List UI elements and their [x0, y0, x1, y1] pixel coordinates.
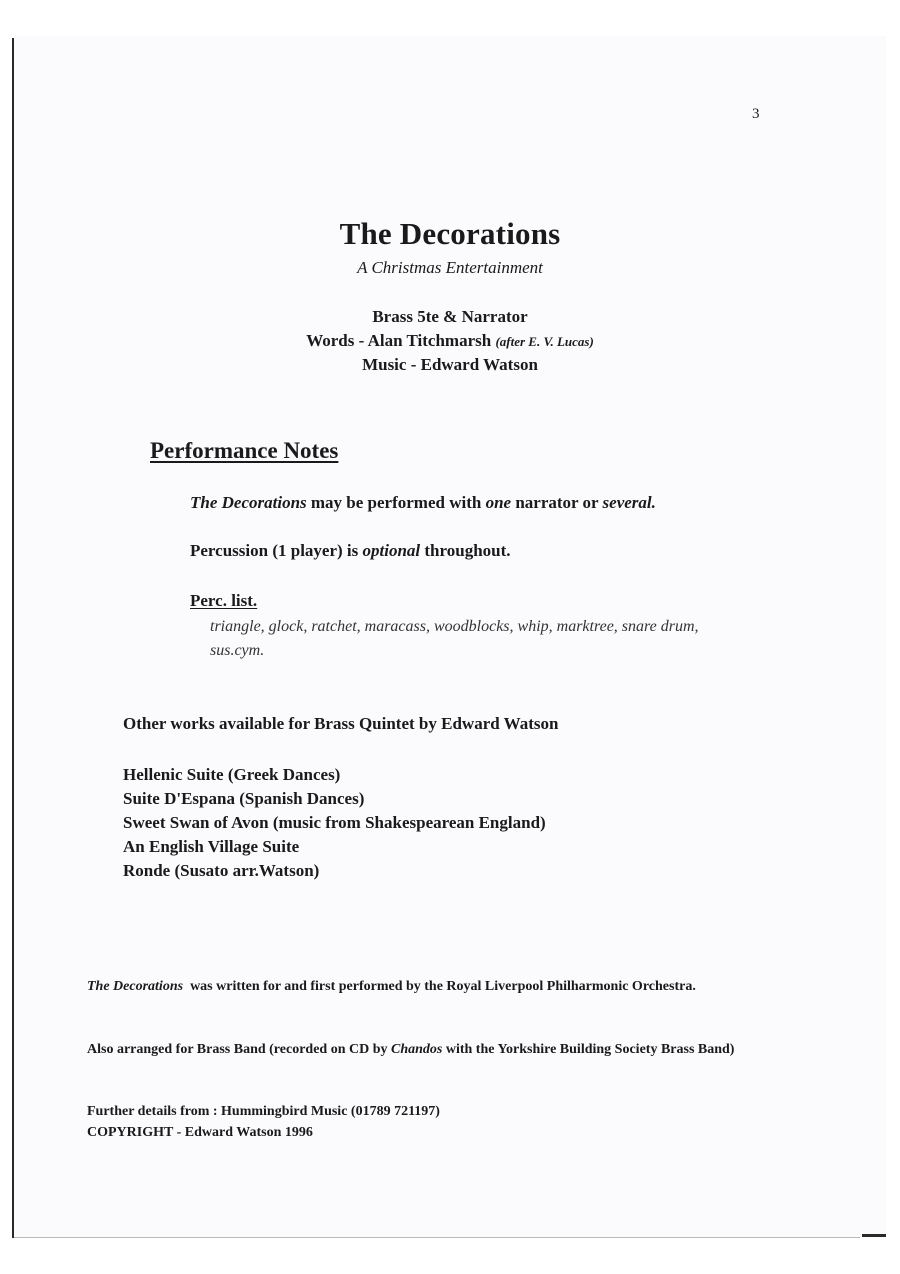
other-works-heading: Other works available for Brass Quintet by Edward Watson: [123, 714, 559, 733]
words-credit-text: Words - Alan Titchmarsh: [306, 331, 496, 350]
narrator-note-text: may be performed with: [306, 493, 486, 512]
words-credit: [0, 331, 900, 351]
work-title: The Decorations: [190, 493, 307, 512]
perc-list: triangle, glock, ratchet, maracass, woodblocks, whip, marktree, snare drum, sus.cym.: [210, 618, 699, 659]
page-subtitle: A Christmas Entertainment: [357, 258, 543, 277]
other-works-list: [123, 763, 546, 883]
arrangement-note-text: Also arranged for Brass Band (recorded on CD by: [87, 1042, 391, 1057]
performance-notes-heading: Performance Notes: [150, 438, 339, 463]
perc-list-heading: Perc. list.: [190, 591, 258, 610]
music-credit: Music - Edward Watson: [362, 355, 538, 374]
list-item: An English Village Suite: [123, 837, 300, 856]
page-number: 3: [752, 106, 760, 122]
premiere-note-text: was written for and first performed by the Royal Liverpool Philharmonic Orchestra.: [183, 979, 696, 994]
narrator-note-several: several.: [602, 493, 656, 512]
list-item: Ronde (Susato arr.Watson): [123, 861, 320, 880]
arrangement-note: [87, 1039, 777, 1060]
percussion-note: [190, 541, 511, 561]
instrumentation: Brass 5te & Narrator: [372, 307, 528, 326]
list-item: Hellenic Suite (Greek Dances): [123, 765, 341, 784]
narrator-note-text-2: narrator or: [511, 493, 603, 512]
list-item: Sweet Swan of Avon (music from Shakespearean England): [123, 813, 546, 832]
scan-corner-mark: [862, 1234, 886, 1237]
contact-details: Further details from : Hummingbird Music (01789 721197): [87, 1104, 440, 1119]
words-credit-after: (after E. V. Lucas): [495, 334, 594, 349]
list-item: Suite D'Espana (Spanish Dances): [123, 789, 365, 808]
percussion-note-text: Percussion (1 player) is: [190, 541, 363, 560]
premiere-note: [87, 976, 777, 997]
page-title: The Decorations: [339, 216, 561, 251]
percussion-note-text-2: throughout.: [420, 541, 511, 560]
label-name: Chandos: [391, 1042, 443, 1057]
scan-bottom-edge: [14, 1237, 860, 1238]
narrator-note: [190, 493, 656, 513]
arrangement-note-text-2: with the Yorkshire Building Society Brass Band): [442, 1042, 735, 1057]
premiere-work-title: The Decorations: [87, 979, 184, 994]
percussion-note-optional: optional: [362, 541, 421, 560]
narrator-note-one: one: [485, 493, 512, 512]
copyright-line: COPYRIGHT - Edward Watson 1996: [87, 1125, 313, 1140]
